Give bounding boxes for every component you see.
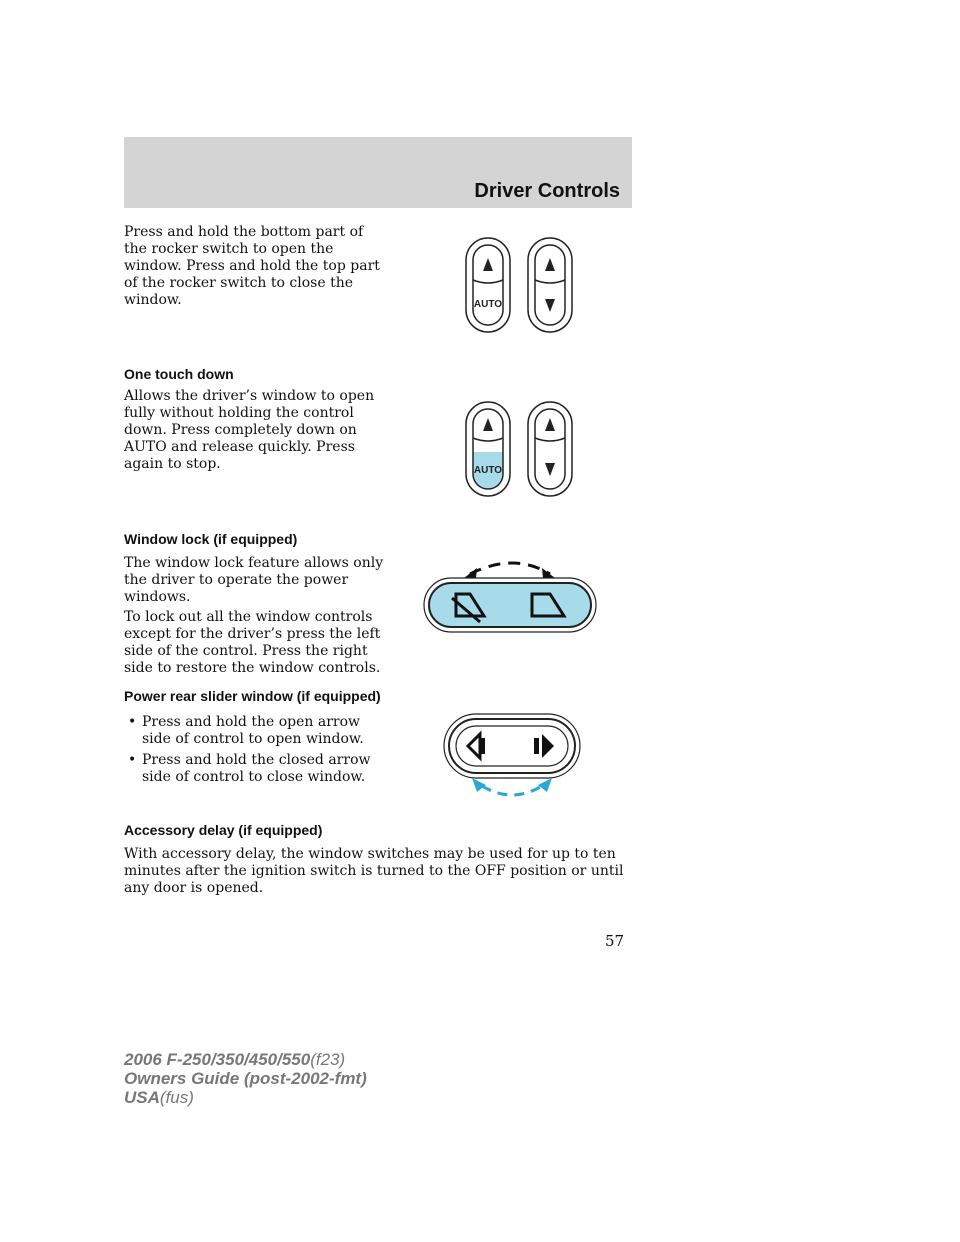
rocker-switch-illustration [460,236,580,336]
rear-slider-illustration [442,712,582,802]
rocker-paragraph: Press and hold the bottom part of the rocker switch to open the window. Press and hold the top part of the rocker switch to close the window. [124,224,380,308]
passenger-window-switch [528,402,572,496]
right-arrow-icon [542,568,555,578]
section-title: Driver Controls [474,180,620,202]
accessory-paragraph: With accessory delay, the window switches may be used for up to ten minutes after the ignition switch is turned to the OFF position or until any door is opened. [124,846,624,896]
footer-market-code: (fus) [159,1088,194,1107]
footer-model: 2006 F-250/350/450/550 [124,1050,311,1069]
one-touch-illustration [460,400,580,500]
footer-line-1 [124,1050,367,1069]
window-lock-illustration [422,556,600,636]
window-lock-heading: Window lock (if equipped) [124,531,298,547]
auto-label: AUTO [473,299,503,310]
footer-line-2: Owners Guide (post-2002-fmt) [124,1069,367,1088]
page-number: 57 [605,932,625,950]
one-touch-paragraph: Allows the driver’s window to open fully without holding the control down. Press completely down on AUTO and release quickly. Press again to stop. [124,388,375,472]
one-touch-heading: One touch down [124,366,234,382]
auto-label: AUTO [473,465,503,476]
slider-heading: Power rear slider window (if equipped) [124,688,381,704]
bullet-text: Press and hold the open arrow side of control to open window. [142,714,364,747]
window-lock-paragraph-2: To lock out all the window controls except for the driver’s press the left side of the control. Press the right side to restore the window controls. [124,609,381,676]
bullet-text: Press and hold the closed arrow side of control to close window. [142,752,371,785]
right-arrow-icon [538,778,552,792]
accessory-heading: Accessory delay (if equipped) [124,822,323,838]
window-lock-paragraph-1: The window lock feature allows only the driver to operate the power windows. [124,555,384,605]
footer-market: USA [124,1088,160,1107]
auto-window-switch [466,238,510,332]
footer-model-code: (f23) [310,1050,346,1069]
auto-window-switch-pressed [466,402,510,496]
passenger-window-switch [528,238,572,332]
left-arrow-icon [472,778,486,792]
document-footer [124,1050,367,1107]
bullet-dot: • [128,752,137,768]
bullet-dot: • [128,714,137,730]
footer-line-3 [124,1088,367,1107]
left-arrow-icon [464,568,477,578]
section-header [124,137,632,208]
